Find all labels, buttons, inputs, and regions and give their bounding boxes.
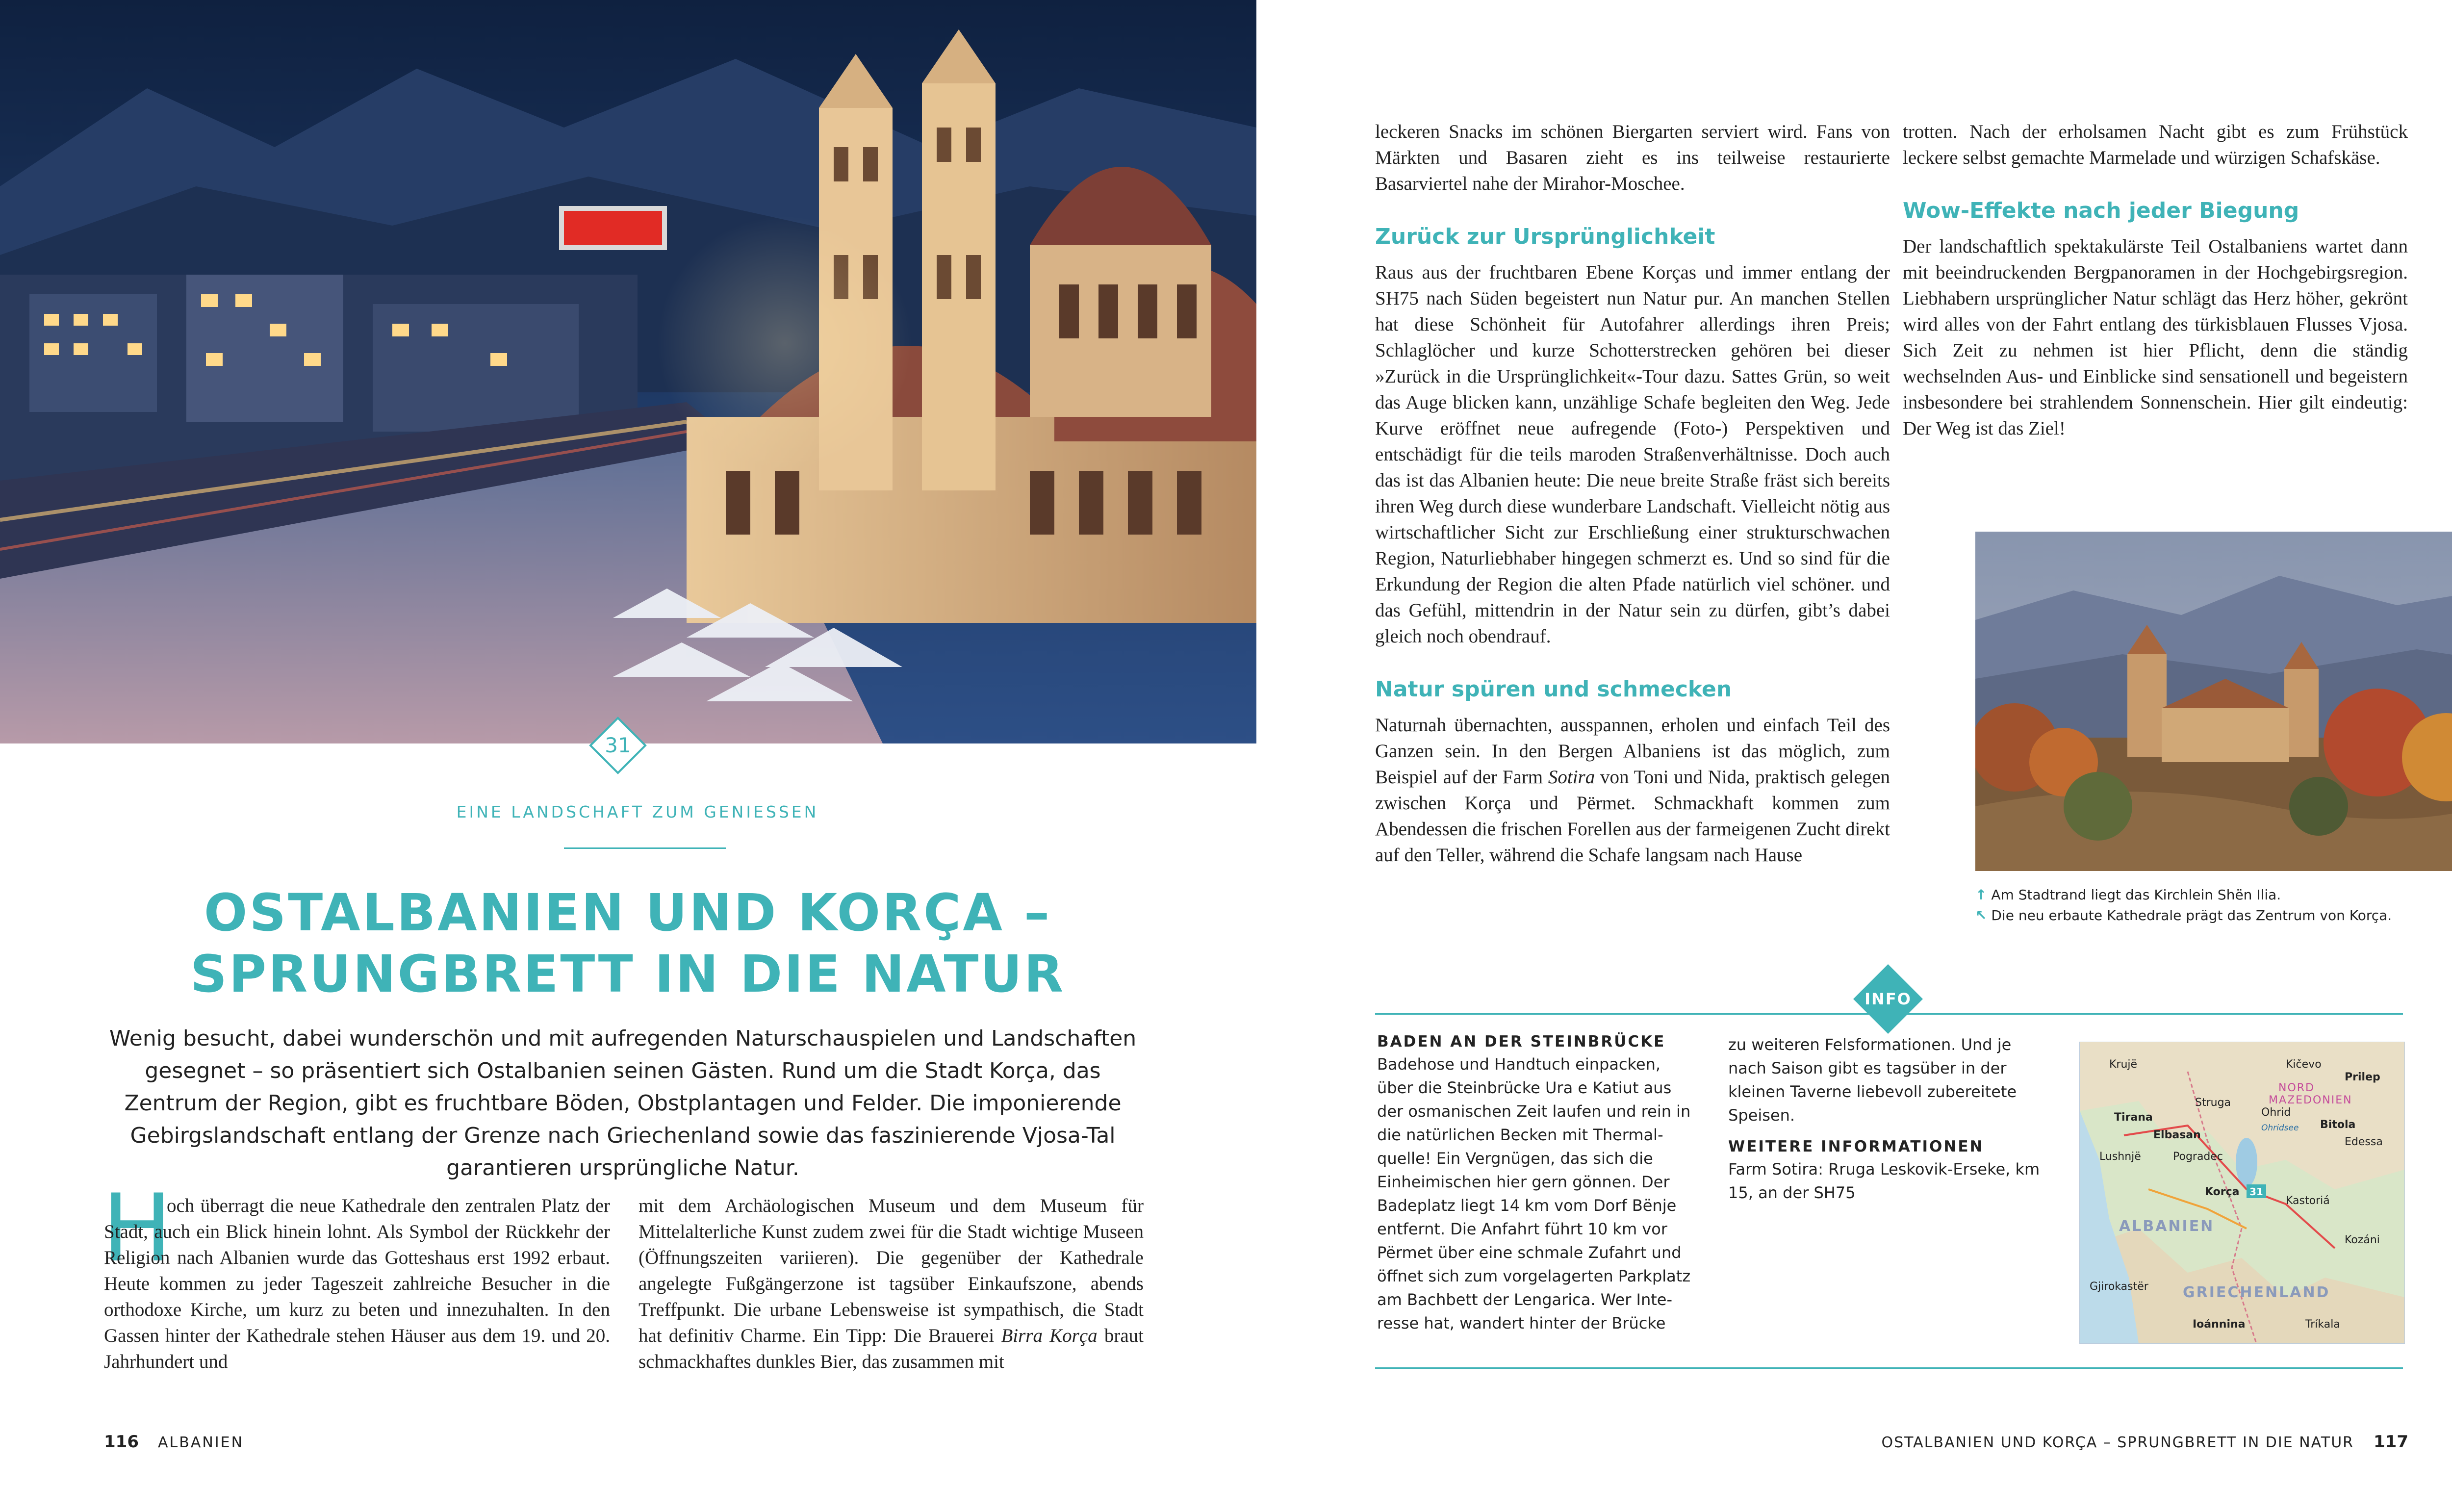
arrow-up-left-icon: ↖ [1975, 907, 1987, 923]
left-column-2-text-a: mit dem Archäologischen Museum und dem Museum für Mittelalterliche Kunst zudem zwei für die Stadt wichtige Museen (Öffnungszeiten variieren). Die gegenüber der Kathedrale angelegte Fußgängerzone ist tagsüber Einkaufszone, abends Treffpunkt. Die urbane Lebensweise ist sympathisch, die Stadt hat definitiv Charme. Ein Tipp: Die Brauerei [639, 1195, 1144, 1346]
right-page-number: 117 [2374, 1432, 2408, 1452]
right-column-2 [1903, 119, 2408, 441]
map-label-trikala: Tríkala [2305, 1318, 2340, 1331]
info-text-bath: Badehose und Handtuch einpacken, über die Steinbrücke Ura e Katiut aus der osmanischen Zeit laufen und rein in die natürlichen Becken mit Thermalquelle! Ein Vergnügen, das sich die Einheimischen hier gern gönnen. Der Badeplatz liegt 14 km vom Dorf Bënje entfernt. Die Anfahrt führt 10 km vor Përmet über eine schmale Zufahrt und öffnet sich zum vorgelagerten Parkplatz am Bachbett der Lengarica. Wer Interesse hat, wandert hinter der Brücke [1377, 1055, 1691, 1333]
heading-zurueck: Zurück zur Ursprünglichkeit [1375, 224, 1715, 249]
chapter-number-badge [588, 716, 647, 775]
caption-1-text: Am Stadtrand liegt das Kirchlein Shën Ilia. [1991, 887, 2281, 903]
map-label-gjirokaster: Gjirokastër [2090, 1281, 2148, 1293]
caption-2-text: Die neu erbaute Kathedrale prägt das Zentrum von Korça. [1991, 907, 2392, 923]
left-column-1 [104, 1193, 610, 1375]
right-column-1 [1375, 119, 1890, 868]
para-wow: Der landschaftlich spektakulärste Teil Ostalbaniens wartet dann mit beeindruckenden Bergpanoramen in der Hochgebirgsregion. Liebhabern ursprünglicher Natur schlägt das Herz höher, gekrönt wird alles von der Fahrt entlang des türkisblauen Flusses Vjosa. Sich Zeit zu nehmen ist hier Pflicht, denn die ständig wechselnden Aus- und Einblicke sind sensationell und begeistern insbesondere bei strahlendem Sonnenschein. Hier gilt eindeutig: Der Weg ist das Ziel! [1903, 236, 2408, 439]
info-heading-more: WEITERE INFORMATIONEN [1728, 1138, 1984, 1155]
left-running-head: ALBANIEN [158, 1434, 244, 1451]
chapter-number: 31 [605, 733, 631, 757]
left-column-2 [639, 1193, 1144, 1375]
article-title-line2: SPRUNGBRETT IN DIE NATUR [190, 944, 1066, 1004]
article-intro: Wenig besucht, dabei wunderschön und mit aufregenden Naturschauspielen und Landschaften gesegnet – so präsentiert sich Ostalbanien seinen Gästen. Rund um die Stadt Korça, das Zentrum der Region, gibt es fruchtbare Böden, Obstplantagen und Felder. Die imponierende Gebirgslandschaft entlang der Grenze nach Griechenland sowie das faszinierende Vjosa-Tal garantieren ursprüngliche Natur. [109, 1026, 1137, 1180]
info-text-bath-cont: zu weiteren Felsformationen. Und je nach Saison gibt es tagsüber in der kleinen Taverne liebevoll zubereitete Speisen. [1728, 1035, 2017, 1125]
info-bottom-rule [1375, 1367, 2403, 1369]
heading-natur: Natur spüren und schmecken [1375, 677, 1732, 702]
map-label-lushnje: Lushnjë [2099, 1151, 2141, 1163]
info-heading-bath: BADEN AN DER STEINBRÜCKE [1377, 1033, 1666, 1051]
cathedral-photo-art [0, 0, 1256, 743]
map-label-pogradec: Pogradec [2173, 1151, 2223, 1163]
right-running-head: OSTALBANIEN UND KORÇA – SPRUNGBRETT IN DIE NATUR [1881, 1434, 2354, 1451]
article-title-line1: OSTALBANIEN UND KORÇA – [204, 883, 1052, 943]
map-label-ioannina: Ioánnina [2193, 1318, 2246, 1331]
para-zurueck: Raus aus der fruchtbaren Ebene Korças und immer entlang der SH75 nach Süden begeistert nun Natur pur. An manchen Stellen hat diese Schönheit für Autofahrer allerdings ihren Preis; Schlaglöcher und kurze Schotterstrecken gehören bei dieser »Zurück in die Ursprünglichkeit«-Tour dazu. Sattes Grün, so weit das Auge blicken kann, unzählige Schafe begleiten den Weg. Jede Kurve eröffnet neue aufregende (Foto-) Perspektiven und entschädigt für die teils maroden Straßenverhältnisse. Doch auch das ist das Albanien heute: Die neue breite Straße fräst sich bereits ihren Weg durch diese wunderbare Landschaft. Vielleicht nötig aus wirtschaftlicher Sicht zur Erschließung einer strukturschwachen Region, Naturliebhaber hingegen schmerzt es. Und so sind für die Erkundung der Region die alten Pfade natürlich viel schöner. und das Gefühl, mittendrin in der Natur sein zu dürfen, gibt’s dabei gleich noch obendrauf. [1375, 262, 1890, 647]
arrow-up-icon: ↑ [1975, 887, 1987, 903]
map-label-kicevo: Kičevo [2286, 1058, 2322, 1071]
info-column-2 [1728, 1033, 2042, 1204]
kicker-rule [564, 847, 726, 849]
left-page-number: 116 [104, 1432, 139, 1452]
map-label-mazedonien: MAZEDONIEN [2269, 1094, 2352, 1106]
map-label-kastoria: Kastoriá [2286, 1195, 2330, 1207]
kicker: EINE LANDSCHAFT ZUM GENIESSEN [456, 802, 819, 821]
map-label-kruje: Krujë [2109, 1058, 2138, 1071]
map-label-elbasan: Elbasan [2153, 1129, 2201, 1141]
map-label-kozani: Kozáni [2345, 1234, 2380, 1246]
para-natur [1375, 712, 1890, 868]
map-label-edessa: Edessa [2345, 1136, 2383, 1148]
map-label-ohrid: Ohrid [2261, 1106, 2291, 1119]
right-col1-intro: leckeren Snacks im schönen Biergarten serviert wird. Fans von Märkten und Basaren zieht es ins teilweise restaurierte Basarviertel nahe der Mirahor-Moschee. [1375, 121, 1890, 194]
region-map [2079, 1042, 2405, 1344]
birra-korca-italic: Birra Korça [1001, 1325, 1098, 1346]
church-photo [1975, 532, 2452, 871]
map-label-korca: Korça [2205, 1186, 2240, 1198]
heading-wow: Wow-Effekte nach jeder Biegung [1903, 198, 2299, 223]
map-label-struga: Struga [2195, 1097, 2231, 1109]
church-photo-art [1975, 532, 2452, 871]
cathedral-photo [0, 0, 1256, 743]
map-label-prilep: Prilep [2345, 1071, 2380, 1083]
map-label-route-31: 31 [2249, 1186, 2263, 1198]
map-label-bitola: Bitola [2320, 1119, 2356, 1131]
info-column-1 [1377, 1033, 1691, 1335]
info-badge [1851, 962, 1925, 1036]
para-natur-b: von Toni und Nida, praktisch gelegen zwischen Korça und Përmet. Schmackhaft kommen zum Abendessen die frischen Forellen aus der farmeigenen Zucht direkt auf den Teller, während die Schafe langsam nach Hause [1375, 767, 1890, 866]
map-label-albanien: ALBANIEN [2119, 1218, 2215, 1235]
para-natur-a: Naturnah übernachten, ausspannen, erholen und einfach Teil des Ganzen sein. In den Bergen Albaniens ist das möglich, zum Beispiel auf der Farm [1375, 715, 1890, 788]
left-column-2-text-b: braut schmackhaftes dunkles Bier, das zusammen mit [639, 1325, 1144, 1372]
map-label-tirana: Tirana [2114, 1111, 2153, 1124]
caption-2 [1975, 907, 2392, 923]
caption-1 [1975, 887, 2281, 903]
map-label-griechenland: GRIECHENLAND [2183, 1284, 2330, 1301]
dropcap: H [102, 1174, 172, 1282]
info-text-more: Farm Sotira: Rruga Leskovik-Erseke, km 15, an der SH75 [1728, 1160, 2040, 1202]
left-column-1-text: och überragt die neue Kathedrale den zentralen Platz der Stadt, auch ein Blick hinein lohnt. Als Symbol der Rückkehr der Religion nach Albanien wurde das Gotteshaus erst 1992 erbaut. Heute kommen zu jeder Tageszeit zahlreiche Besucher in die orthodoxe Kirche, um kurz zu beten und innezuhalten. In den Gassen hinter der Kathedrale stehen Häuser aus dem 19. und 20. Jahrhundert und [104, 1195, 610, 1372]
map-label-nord: NORD [2278, 1082, 2315, 1094]
info-label: INFO [1865, 990, 1912, 1008]
sotira-italic: Sotira [1548, 767, 1595, 788]
right-col2-intro: trotten. Nach der erholsamen Nacht gibt es zum Frühstück leckere selbst gemachte Marmelade und würzigen Schafskäse. [1903, 121, 2408, 168]
map-label-ohridsee: Ohridsee [2261, 1123, 2299, 1133]
region-map-art [2080, 1042, 2404, 1343]
